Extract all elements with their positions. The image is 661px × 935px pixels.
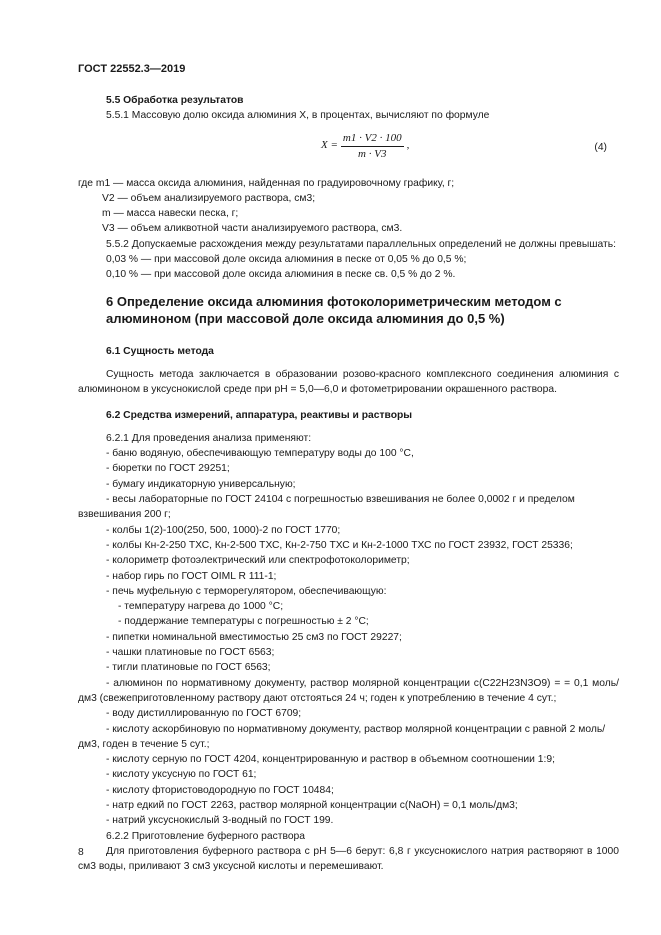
buffer-preparation-text: Для приготовления буферного раствора с pH 5—6 берут: 6,8 г уксуснокислого натрия растворяют в 1000 см3 воды, приливают 3 см3 уксусной кислоты и перемешивают. [78, 845, 619, 873]
list-item: - кислоту уксусную по ГОСТ 61; [106, 769, 257, 781]
document-code-header: ГОСТ 22552.3—2019 [78, 63, 186, 75]
formula-denominator: m · V3 [358, 147, 387, 160]
legend-v3: V3 — объем аликвотной части анализируемого раствора, см3. [102, 223, 403, 235]
page-number: 8 [78, 847, 84, 858]
section-6-title: 6 Определение оксида алюминия фотоколориметрическим методом с алюминоном (при массовой доле оксида алюминия до 0,5 %) [106, 293, 562, 326]
section-5-5-title: 5.5 Обработка результатов [106, 95, 244, 106]
list-item: - печь муфельную с терморегулятором, обеспечивающую: [106, 585, 387, 597]
legend-m: m — масса навески песка, г; [102, 208, 239, 220]
section-6-2-title: 6.2 Средства измерений, аппаратура, реактивы и растворы [106, 409, 413, 421]
formula-legend [78, 176, 619, 237]
paragraph-5-5-2: 5.5.2 Допускаемые расхождения между результатами параллельных определений не должны превышать: [106, 238, 616, 250]
list-item: - чашки платиновые по ГОСТ 6563; [106, 647, 275, 659]
formula-numerator: m1 · V2 · 100 [341, 132, 404, 147]
list-item: - бюретки по ГОСТ 29251; [106, 463, 230, 475]
paragraph-6-2-1: 6.2.1 Для проведения анализа применяют: [106, 432, 312, 444]
list-item: - воду дистиллированную по ГОСТ 6709; [106, 708, 302, 720]
list-item: - колориметр фотоэлектрический или спектрофотоколориметр; [106, 555, 410, 567]
list-item: - кислоту аскорбиновую по нормативному документу, раствор молярной концентрации c равной 2 моль/дм3, годен в течение 5 сут.; [78, 723, 606, 750]
formula-4 [78, 124, 619, 176]
legend-m1: где m1 — масса оксида алюминия, найденная по градуировочному графику, г; [78, 177, 455, 189]
paragraph-6-2-2: 6.2.2 Приготовление буферного раствора [106, 830, 306, 842]
list-item: - натрий уксуснокислый 3-водный по ГОСТ 199. [106, 815, 334, 827]
list-item: - набор гирь по ГОСТ OIML R 111-1; [106, 570, 277, 582]
formula-lhs: X = [321, 139, 338, 152]
list-item: - алюминон по нормативному документу, раствор молярной концентрации c(C22H23N3O9) = = 0,1 моль/дм3 (свежеприготовленному раствору дают отстояться 24 ч; годен к употреблению в течение 4 сут.; [78, 677, 619, 704]
legend-v2: V2 — объем анализируемого раствора, см3; [102, 192, 316, 204]
tolerance-item: 0,03 % — при массовой доле оксида алюминия в песке от 0,05 % до 0,5 %; [106, 254, 467, 266]
tolerance-item: 0,10 % — при массовой доле оксида алюминия в песке св. 0,5 % до 2 %. [106, 269, 456, 281]
list-item: - колбы Кн-2-250 ТХС, Кн-2-500 ТХС, Кн-2-750 ТХС и Кн-2-1000 ТХС по ГОСТ 23932, ГОСТ 25336; [106, 539, 573, 551]
document-body [78, 93, 619, 874]
list-item: - баню водяную, обеспечивающую температуру воды до 100 °С, [106, 448, 414, 460]
list-item: - кислоту серную по ГОСТ 4204, концентрированную и раствор в объемном соотношении 1:9; [106, 754, 555, 766]
list-item: - пипетки номинальной вместимостью 25 см3 по ГОСТ 29227; [106, 631, 402, 643]
list-subitem: - поддержание температуры с погрешностью ± 2 °С; [118, 616, 369, 628]
section-6-1-text: Сущность метода заключается в образовании розово-красного комплексного соединения алюминия с алюминоном в уксуснокислой среде при pH = 5,0—6,0 и фотометрировании окрашенного раствора. [78, 368, 619, 396]
list-item: - тигли платиновые по ГОСТ 6563; [106, 662, 271, 674]
list-item: - натр едкий по ГОСТ 2263, раствор молярной концентрации c(NaOH) = 0,1 моль/дм3; [106, 799, 518, 811]
formula-fraction [341, 132, 404, 161]
equipment-list [78, 446, 619, 828]
formula-tail: , [406, 139, 410, 152]
paragraph-5-5-1: 5.5.1 Массовую долю оксида алюминия X, в процентах, вычисляют по формуле [106, 110, 490, 122]
formula-expression [321, 132, 409, 161]
list-item: - кислоту фтористоводородную по ГОСТ 10484; [106, 784, 334, 796]
list-subitem: - температуру нагрева до 1000 °С; [118, 601, 284, 613]
list-item: - весы лабораторные по ГОСТ 24104 с погрешностью взвешивания не более 0,0002 г и пределом взвешивания 200 г; [78, 494, 575, 521]
list-item: - колбы 1(2)-100(250, 500, 1000)-2 по ГОСТ 1770; [106, 524, 341, 536]
list-item: - бумагу индикаторную универсальную; [106, 478, 296, 490]
section-6-1-title: 6.1 Сущность метода [106, 345, 214, 357]
equation-number: (4) [594, 141, 607, 153]
